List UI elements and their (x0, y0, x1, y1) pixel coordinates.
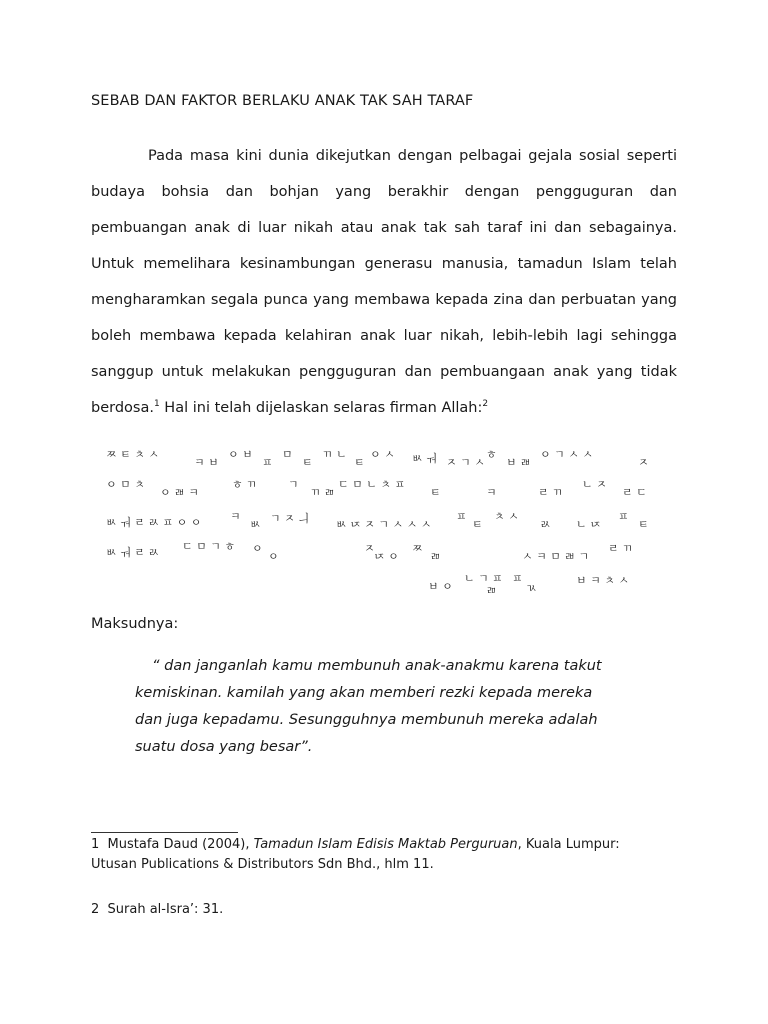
footnote-author: Mustafa Daud (2004), (107, 837, 250, 852)
glyph: ㅋ (486, 486, 497, 499)
glyph: ㄴ ㅈ (582, 478, 607, 491)
glyph: ㅇ ㄼ ㅋ (160, 486, 199, 499)
footnote-text: Surah al-Isra’: 31. (107, 902, 224, 917)
glyph: ㄴ ㄵ (576, 518, 601, 531)
glyph: ㅄ ㄵ ㅈ ㄱ ㅅ ㅅ ㅅ (336, 518, 432, 531)
glyph: ㅇ ㅁ ㅊ (106, 478, 145, 491)
glyph: ㅇ ㅅ (370, 448, 395, 461)
glyph: ㄱ (288, 478, 299, 491)
glyph: ㅋ ㅂ (194, 456, 219, 469)
glyph: ㅄ ㅝ ㄹ ㄽ ㅍ ㅇ ㅇ (106, 516, 202, 529)
glyph: ㅌ (472, 518, 483, 531)
footnote-ref-2[interactable]: 2 (482, 399, 489, 410)
glyph: ㅂ ㅇ (428, 580, 453, 593)
footnote-ref-1[interactable]: 1 (153, 399, 160, 410)
footnote-number: 2 (91, 902, 100, 917)
glyph: ㅁ (282, 448, 293, 461)
glyph: ㄹ ㄲ (538, 486, 563, 499)
glyph: ㄲ ㄻ (310, 486, 335, 499)
glyph: ㄷ ㅁ ㄱ ㅎ (182, 540, 235, 553)
footnote-book-title: Tamadun Islam Edisis Maktab Perguruan (253, 837, 518, 852)
arabic-row-1 (102, 446, 662, 474)
glyph: ㅌ (354, 456, 365, 469)
glyph: ㄱ ㅈ ㅢ (270, 512, 309, 525)
glyph: ㅍ (492, 572, 503, 585)
glyph: ㄵ ㅇ (374, 550, 399, 563)
glyph: ㅌ (430, 486, 441, 499)
maksudnya-label: Maksudnya: (91, 616, 179, 632)
footnote-2 (91, 902, 223, 917)
glyph: ㅈ (364, 542, 375, 555)
glyph: ㄹ ㄷ (622, 486, 647, 499)
paragraph-continuation: Hal ini telah dijelaskan selaras firman Allah: (159, 400, 483, 416)
glyph: ㄲ ㄴ (322, 448, 347, 461)
glyph: ㄳ (526, 582, 537, 595)
body-paragraph (91, 138, 677, 426)
glyph: ㅎ ㄲ (232, 478, 257, 491)
translation-quote (135, 653, 635, 761)
glyph: ㅎ (486, 448, 497, 461)
glyph: ㅄ (250, 518, 261, 531)
footnote-publisher: Utusan Publications & Distributors Sdn Bhd., hlm 11. (91, 857, 434, 872)
glyph: ㅇ ㄱ ㅅ ㅅ (540, 448, 593, 461)
glyph: ㅉ ㅌ ㅊ ㅅ (106, 448, 159, 461)
quote-line: kemiskinan. kamilah yang akan memberi rezki kepada mereka (135, 685, 593, 701)
glyph: ㅌ (638, 518, 649, 531)
document-title: SEBAB DAN FAKTOR BERLAKU ANAK TAK SAH TARAF (91, 93, 474, 109)
glyph: ㄹ ㄲ (608, 542, 633, 555)
arabic-row-5 (102, 570, 662, 598)
glyph: ㅇ ㅂ (228, 448, 253, 461)
glyph: ㅅ ㅋ ㅁ ㄼ ㄱ (522, 550, 590, 563)
glyph: ㅈ (638, 456, 649, 469)
glyph: ㅊ ㅅ (494, 510, 519, 523)
glyph: ㄴ ㄱ (464, 572, 489, 585)
footnote-1 (91, 835, 691, 875)
glyph: ㅌ (302, 456, 313, 469)
glyph: ㅋ (230, 510, 241, 523)
glyph: ㅍ (618, 510, 629, 523)
footnote-number: 1 (91, 837, 100, 852)
glyph: ㄻ (430, 550, 441, 563)
glyph: ㅉ (412, 542, 423, 555)
arabic-row-3 (102, 508, 662, 536)
glyph: ㅇ (268, 550, 279, 563)
footnote-separator (91, 832, 238, 833)
arabic-verse-block (102, 440, 662, 597)
glyph: ㄽ (540, 518, 551, 531)
glyph: ㄷ ㅁ ㄴ ㅊ ㅍ (338, 478, 406, 491)
glyph: ㅂ ㄼ (506, 456, 531, 469)
glyph: ㅂ ㅋ ㅊ ㅅ (576, 574, 629, 587)
glyph: ㅄ ㅝ ㄹ ㄽ (106, 546, 159, 559)
footnote-rest: , Kuala Lumpur: (517, 837, 620, 852)
glyph: ㅇ (252, 542, 263, 555)
glyph: ㄻ (486, 584, 497, 597)
paragraph-text: Pada masa kini dunia dikejutkan dengan pelbagai gejala sosial seperti budaya bohsia dan bohjan yang berakhir dengan pengguguran dan pembuangan anak di luar nikah atau anak tak sah taraf ini dan sebagainya. Untuk memelihara kesinambungan generasu manusia, tamadun Islam telah mengharamkan segala punca yang membawa kepada zina dan perbuatan yang boleh membawa kepada kelahiran anak luar nikah, lebih-lebih lagi sehingga sanggup untuk melakukan pengguguran dan pembuangaan anak yang tidak berdosa. (91, 148, 677, 416)
arabic-row-4 (102, 538, 662, 566)
quote-line: “ dan janganlah kamu membunuh anak-anakmu karena takut (152, 658, 602, 674)
quote-line: suatu dosa yang besar”. (135, 739, 313, 755)
glyph: ㅍ (512, 572, 523, 585)
arabic-row-2 (102, 476, 662, 504)
quote-line: dan juga kepadamu. Sesungguhnya membunuh mereka adalah (135, 712, 598, 728)
glyph: ㅍ (456, 510, 467, 523)
glyph: ㅍ (262, 456, 273, 469)
glyph: ㅈ ㄱ ㅅ (446, 456, 485, 469)
glyph: ㅄ ㅝ (412, 452, 437, 465)
